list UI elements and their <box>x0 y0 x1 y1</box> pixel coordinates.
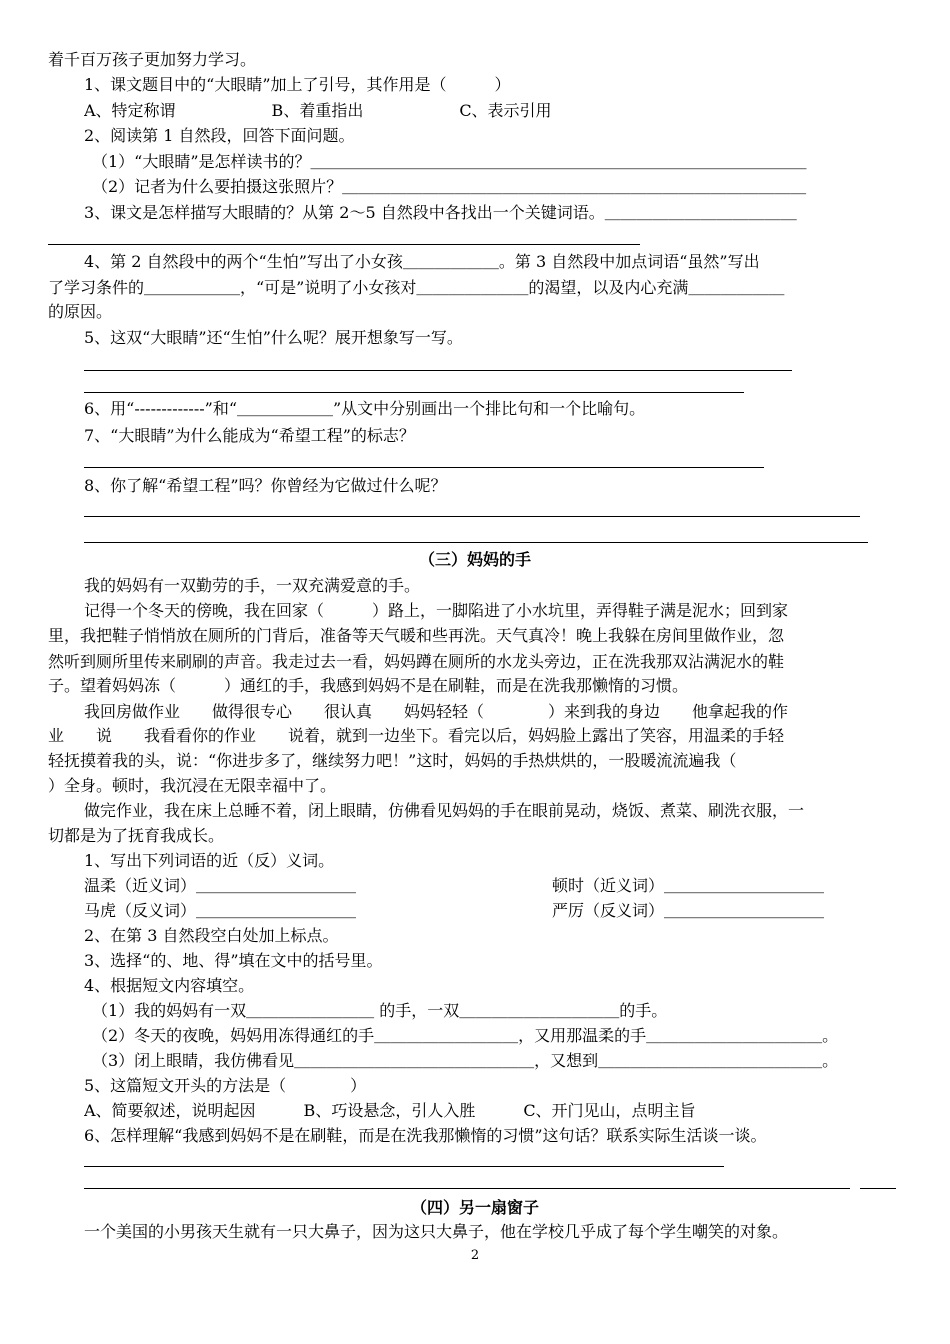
question-4: 4、根据短文内容填空。 <box>84 976 255 995</box>
text-line: 切都是为了抚育我成长。 <box>48 826 225 845</box>
question-3: 3、选择“的、地、得”填在文中的括号里。 <box>84 951 383 970</box>
question-2-2: （2）记者为什么要拍摄这张照片？＿＿＿＿＿＿＿＿＿＿＿＿＿＿＿＿＿＿＿＿＿＿＿＿＿＿＿＿＿ <box>92 177 807 196</box>
answer-line <box>84 542 868 543</box>
question-4-2: （2）冬天的夜晚，妈妈用冻得通红的手＿＿＿＿＿＿＿＿＿，又用那温柔的手＿＿＿＿＿＿＿＿＿＿＿。 <box>92 1026 839 1045</box>
answer-line <box>84 467 764 468</box>
synonym-dunshi: 顿时（近义词）＿＿＿＿＿＿＿＿＿＿ <box>552 876 825 895</box>
question-4-1: （1）我的妈妈有一双＿＿＿＿＿＿＿＿ 的手，一双＿＿＿＿＿＿＿＿＿＿的手。 <box>92 1001 668 1020</box>
question-5: 5、这双“大眼睛”还“生怕”什么呢？展开想象写一写。 <box>84 328 463 347</box>
section-title: （四）另一扇窗子 <box>410 1198 539 1217</box>
text-line: 然听到厕所里传来刷刷的声音。我走过去一看，妈妈蹲在厕所的水龙头旁边，正在洗我那双沾满泥水的鞋 <box>48 652 785 671</box>
paragraph-1: 一个美国的小男孩天生就有一只大鼻子，因为这只大鼻子，他在学校几乎成了每个学生嘲笑的对象。 <box>84 1222 789 1241</box>
paragraph-3: 我回房做作业 做得很专心 很认真 妈妈轻轻（ ）来到我的身边 他拿起我的作 <box>84 702 789 721</box>
question-3: 3、课文是怎样描写大眼睛的？从第 2～5 自然段中各找出一个关键词语。＿＿＿＿＿＿＿＿＿＿＿＿ <box>84 203 797 222</box>
antonym-yanli: 严厉（反义词）＿＿＿＿＿＿＿＿＿＿ <box>552 901 825 920</box>
text-line: 的原因。 <box>48 302 113 321</box>
question-2: 2、在第 3 自然段空白处加上标点。 <box>84 926 339 945</box>
question-6: 6、怎样理解“我感到妈妈不是在刷鞋，而是在洗我那懒惰的习惯”这句话？联系实际生活谈一谈。 <box>84 1126 767 1145</box>
answer-line <box>84 516 860 517</box>
question-1: 1、课文题目中的“大眼睛”加上了引号，其作用是（ ） <box>84 75 511 94</box>
question-1: 1、写出下列词语的近（反）义词。 <box>84 851 335 870</box>
answer-line <box>84 392 744 393</box>
answer-line <box>84 370 792 371</box>
answer-line <box>84 1166 724 1167</box>
text-line: 业 说 我看看你的作业 说着，就到一边坐下。看完以后，妈妈脸上露出了笑容，用温柔的手轻 <box>48 726 785 745</box>
question-4: 4、第 2 自然段中的两个“生怕”写出了小女孩＿＿＿＿＿＿。第 3 自然段中加点词语“虽然”写出 <box>84 252 760 271</box>
text-line: 了学习条件的＿＿＿＿＿＿，“可是”说明了小女孩对＿＿＿＿＿＿＿的渴望，以及内心充满＿＿＿＿＿＿ <box>48 278 785 297</box>
text-line: 子。望着妈妈冻（ ）通红的手，我感到妈妈不是在刷鞋，而是在洗我那懒惰的习惯。 <box>48 676 689 695</box>
text-line: 轻抚摸着我的头，说：“你进步多了，继续努力吧！”这时，妈妈的手热烘烘的，一股暖流流遍我（ <box>48 751 737 770</box>
page-number: 2 <box>470 1248 480 1263</box>
synonym-wenrou: 温柔（近义词）＿＿＿＿＿＿＿＿＿＿ <box>84 876 357 895</box>
section-title: （三）妈妈的手 <box>418 550 531 569</box>
text-line: 着千百万孩子更加努力学习。 <box>48 50 257 69</box>
question-6: 6、用“-------------”和“＿＿＿＿＿＿”从文中分别画出一个排比句和一个比喻句。 <box>84 399 646 418</box>
question-7: 7、“大眼睛”为什么能成为“希望工程”的标志？ <box>84 426 415 445</box>
question-4-3: （3）闭上眼睛，我仿佛看见＿＿＿＿＿＿＿＿＿＿＿＿＿＿＿，又想到＿＿＿＿＿＿＿＿＿＿＿＿＿＿。 <box>92 1051 839 1070</box>
answer-line <box>48 244 640 245</box>
paragraph-2: 记得一个冬天的傍晚，我在回家（ ）路上，一脚陷进了小水坑里，弄得鞋子满是泥水；回到家 <box>84 601 789 620</box>
question-5: 5、这篇短文开头的方法是（ ） <box>84 1076 367 1095</box>
question-2: 2、阅读第 1 自然段，回答下面问题。 <box>84 126 355 145</box>
text-line: ）全身。顿时，我沉浸在无限幸福中了。 <box>48 776 337 795</box>
answer-line <box>84 1188 850 1189</box>
text-line: 里，我把鞋子悄悄放在厕所的门背后，准备等天气暖和些再洗。天气真冷！晚上我躲在房间里做作业，忽 <box>48 626 785 645</box>
question-5-options: A、简要叙述，说明起因 B、巧设悬念，引人入胜 C、开门见山，点明主旨 <box>84 1101 696 1120</box>
question-2-1: （1）“大眼睛”是怎样读书的？＿＿＿＿＿＿＿＿＿＿＿＿＿＿＿＿＿＿＿＿＿＿＿＿＿＿＿＿＿＿＿ <box>92 152 807 171</box>
question-8: 8、你了解“希望工程”吗？你曾经为它做过什么呢？ <box>84 476 447 495</box>
paragraph-4: 做完作业，我在床上总睡不着，闭上眼睛，仿佛看见妈妈的手在眼前晃动，烧饭、煮菜、刷洗衣服，一 <box>84 801 805 820</box>
paragraph-1: 我的妈妈有一双勤劳的手，一双充满爱意的手。 <box>84 576 421 595</box>
answer-line <box>860 1188 896 1189</box>
question-1-options: A、特定称谓 B、着重指出 C、表示引用 <box>84 101 552 120</box>
antonym-mahu: 马虎（反义词）＿＿＿＿＿＿＿＿＿＿ <box>84 901 357 920</box>
